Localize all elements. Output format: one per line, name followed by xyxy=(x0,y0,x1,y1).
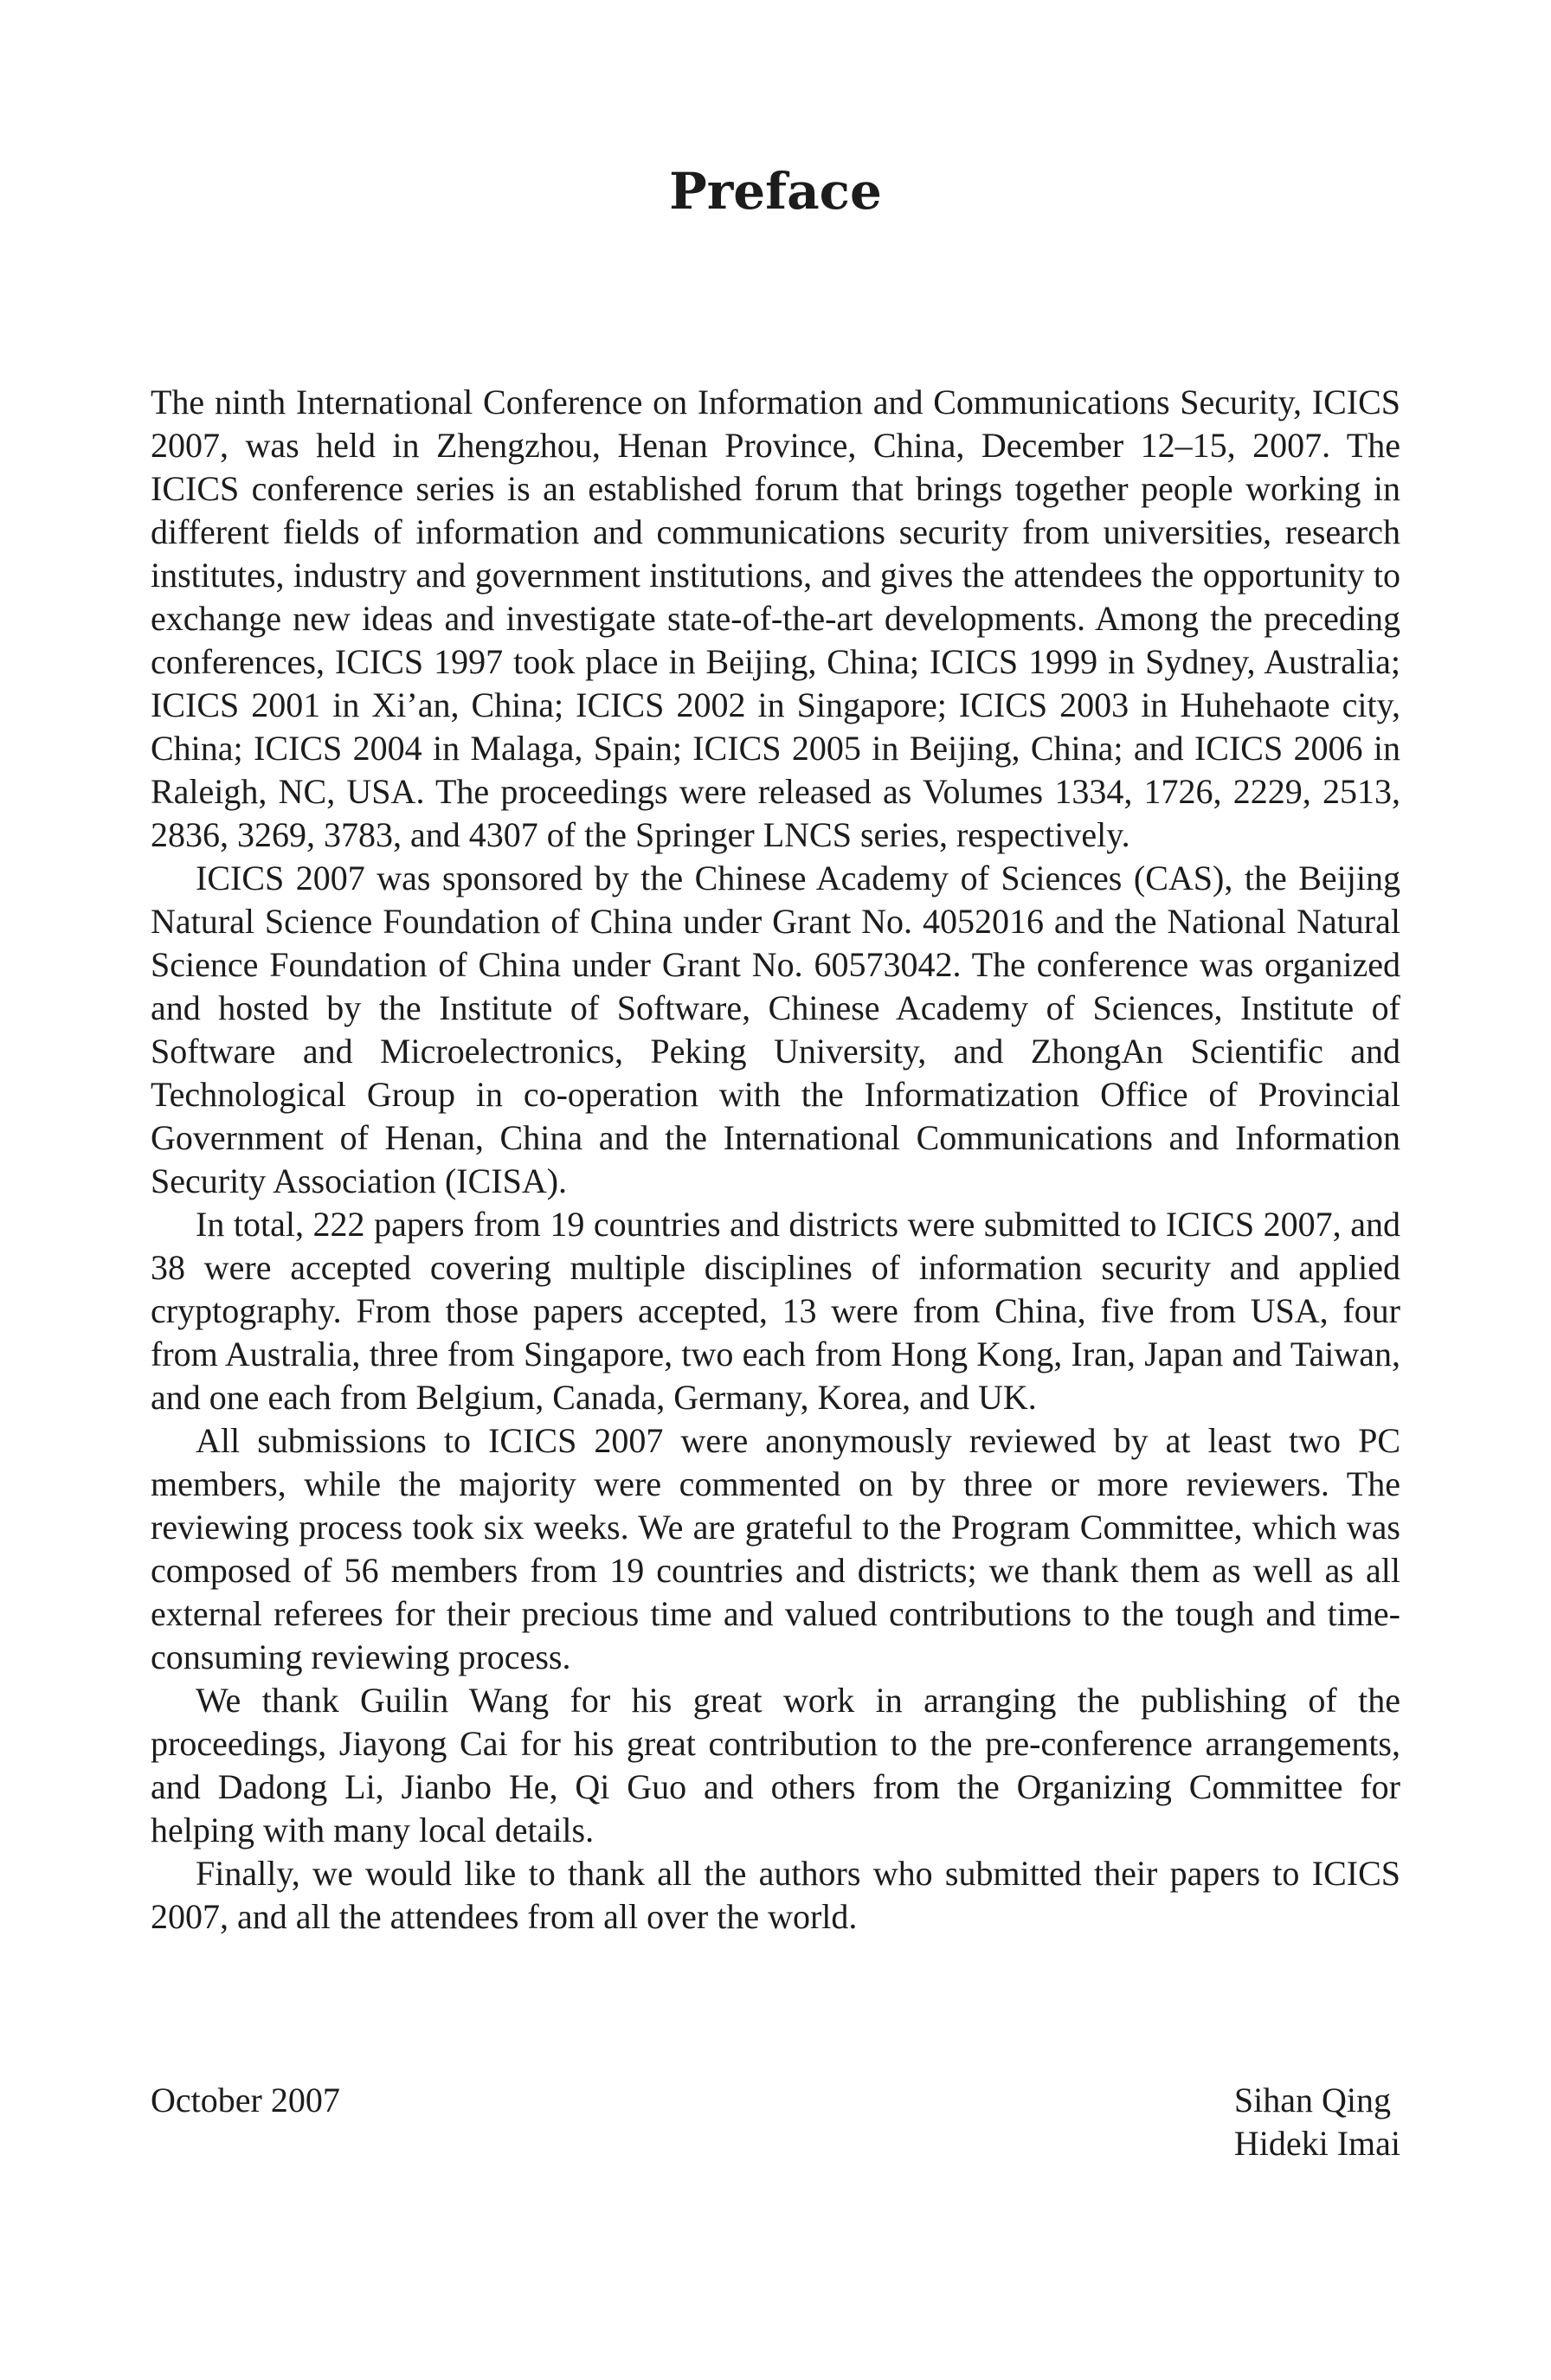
page-title: Preface xyxy=(669,162,882,221)
paragraph-conference-overview: The ninth International Conference on Information and Communications Security, ICICS 2007, was held in Zhengzhou, Henan Province, China, December 12–15, 2007. The ICICS conference series is an established forum that brings together people working in different fields of information and communications security from universities, research institutes, industry and government institutions, and gives the attendees the opportunity to exchange new ideas and investigate state-of-the-art developments. Among the preceding conferences, ICICS 1997 took place in Beijing, China; ICICS 1999 in Sydney, Australia; ICICS 2001 in Xi’an, China; ICICS 2002 in Singapore; ICICS 2003 in Huhehaote city, China; ICICS 2004 in Malaga, Spain; ICICS 2005 in Beijing, China; and ICICS 2006 in Raleigh, NC, USA. The proceedings were released as Volumes 1334, 1726, 2229, 2513, 2836, 3269, 3783, and 4307 of the Springer LNCS series, respectively. xyxy=(151,383,1400,854)
preface-date: October 2007 xyxy=(151,2081,340,2119)
author-name: Hideki Imai xyxy=(1233,2124,1400,2163)
paragraph-closing-thanks: Finally, we would like to thank all the authors who submitted their papers to ICICS 2007, and all the attendees from all over the world. xyxy=(151,1854,1400,1936)
paragraph-sponsors: ICICS 2007 was sponsored by the Chinese Academy of Sciences (CAS), the Beijing Natural Science Foundation of China under Grant No. 4052016 and the National Natural Science Foundation of China under Grant No. 60573042. The conference was organized and hosted by the Institute of Software, Chinese Academy of Sciences, Institute of Software and Microelectronics, Peking University, and ZhongAn Scientific and Technological Group in co-operation with the Informatization Office of Provincial Government of Henan, China and the International Communications and Information Security Association (ICISA). xyxy=(151,859,1400,1200)
author-list xyxy=(1234,2079,1400,2165)
author-name: Sihan Qing xyxy=(1233,2081,1391,2119)
preface-body xyxy=(151,381,1400,1939)
paragraph-submissions: In total, 222 papers from 19 countries and districts were submitted to ICICS 2007, and 38 were accepted covering multiple disciplines of information security and applied cryptography. From those papers accepted, 13 were from China, five from USA, four from Australia, three from Singapore, two each from Hong Kong, Iran, Japan and Taiwan, and one each from Belgium, Canada, Germany, Korea, and UK. xyxy=(151,1205,1400,1417)
paragraph-review-process: All submissions to ICICS 2007 were anonymously reviewed by at least two PC members, while the majority were commented on by three or more reviewers. The reviewing process took six weeks. We are grateful to the Program Committee, which was composed of 56 members from 19 countries and districts; we thank them as well as all external referees for their precious time and valued contributions to the tough and time-consuming reviewing process. xyxy=(151,1421,1400,1676)
paragraph-acknowledgements: We thank Guilin Wang for his great work in arranging the publishing of the proceedings, Jiayong Cai for his great contribution to the pre-conference arrangements, and Dadong Li, Jianbo He, Qi Guo and others from the Organizing Committee for helping with many local details. xyxy=(151,1681,1400,1849)
